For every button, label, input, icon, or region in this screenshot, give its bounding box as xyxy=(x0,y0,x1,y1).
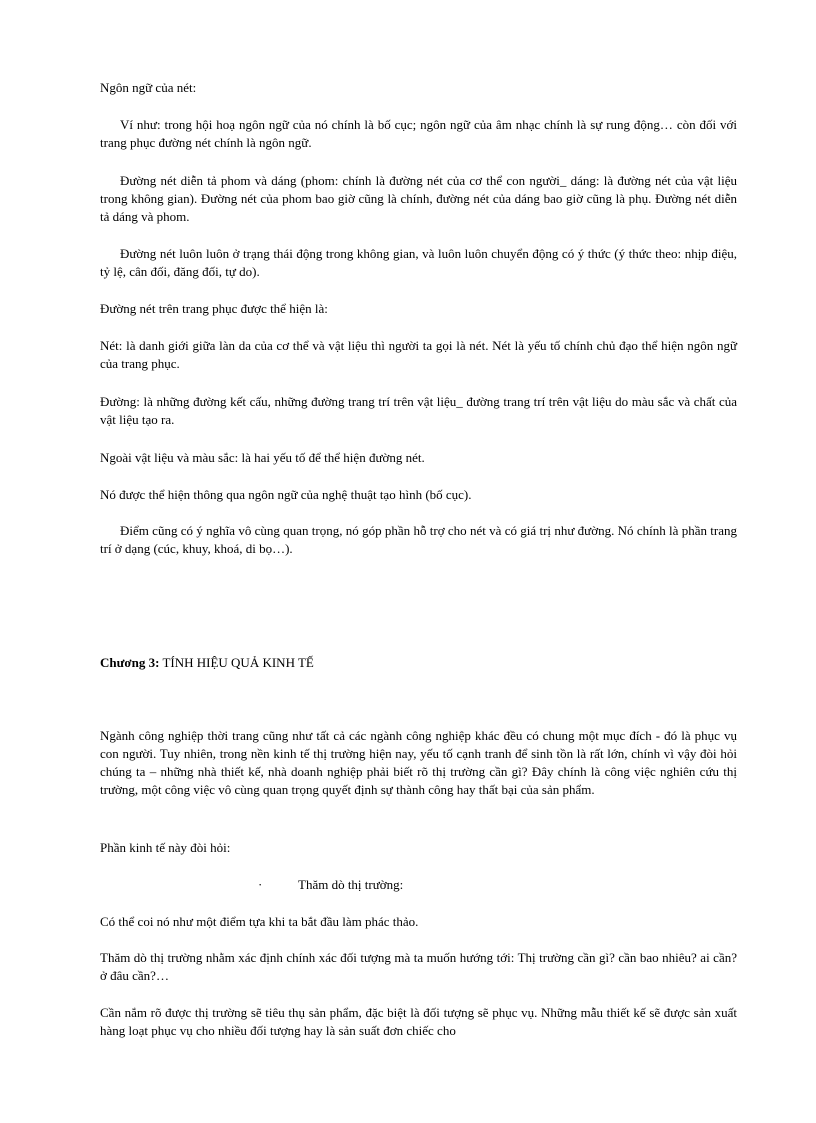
paragraph: Đường nét trên trang phục được thể hiện là: xyxy=(100,301,328,316)
paragraph: Ví như: trong hội hoạ ngôn ngữ của nó chính là bố cục; ngôn ngữ của âm nhạc chính là sự rung động… còn đối với trang phục đường nét chính là ngôn ngữ. xyxy=(100,117,737,150)
paragraph: Điểm cũng có ý nghĩa vô cùng quan trọng, nó góp phần hỗ trợ cho nét và có giá trị như đường. Nó chính là phần trang trí ở dạng (cúc, khuy, khoá, di bọ…). xyxy=(100,523,737,556)
paragraph: Ngoài vật liệu và màu sắc: là hai yếu tố để thể hiện đường nét. xyxy=(100,450,425,465)
paragraph: Đường nét diễn tả phom và dáng (phom: chính là đường nét của cơ thể con người_ dáng: là đường nét của vật liệu trong không gian). Đường nét của phom bao giờ cũng là chính, đường nét của dáng bao giờ cũng là phụ. Đường nét diễn tả dáng và phom. xyxy=(100,173,737,224)
paragraph: Đường: là những đường kết cấu, những đường trang trí trên vật liệu_ đường trang trí trên vật liệu do màu sắc và chất của vật liệu tạo ra. xyxy=(100,394,737,427)
paragraph: Thăm dò thị trường nhằm xác định chính xác đối tượng mà ta muốn hướng tới: Thị trường cần gì? cần bao nhiêu? ai cần? ở đâu cần?… xyxy=(100,950,737,983)
paragraph: Nó được thể hiện thông qua ngôn ngữ của nghệ thuật tạo hình (bố cục). xyxy=(100,487,472,502)
paragraph: Nét: là danh giới giữa làn da của cơ thể và vật liệu thì người ta gọi là nét. Nét là yếu tố chính chủ đạo thể hiện ngôn ngữ của trang phục. xyxy=(100,338,737,371)
bullet-dot: · xyxy=(258,877,263,892)
chapter-label: Chương 3: xyxy=(100,655,160,670)
paragraph: Đường nét luôn luôn ở trạng thái động trong không gian, và luôn luôn chuyển động có ý thức (ý thức theo: nhịp điệu, tỷ lệ, cân đối, đăng đối, tự do). xyxy=(100,246,737,279)
chapter-heading xyxy=(100,654,314,672)
paragraph: Ngành công nghiệp thời trang cũng như tất cả các ngành công nghiệp khác đều có chung một mục đích - đó là phục vụ con người. Tuy nhiên, trong nền kinh tế thị trường hiện nay, yếu tố cạnh tranh để sinh tồn là rất lớn, chính vì vậy đòi hỏi chúng ta – những nhà thiết kế, nhà doanh nghiệp phải biết rõ thị trường cần gì? Đây chính là công việc nghiên cứu thị trường, một công việc vô cùng quan trọng quyết định sự thành công hay thất bại của sản phẩm. xyxy=(100,728,737,797)
paragraph: Phần kinh tế này đòi hỏi: xyxy=(100,840,231,855)
paragraph: Cần nắm rõ được thị trường sẽ tiêu thụ sản phẩm, đặc biệt là đối tượng sẽ phục vụ. Những mẫu thiết kế sẽ được sản xuất hàng loạt phục vụ cho nhiều đối tượng hay là sản suất đơn chiếc cho xyxy=(100,1005,737,1038)
section-heading: Ngôn ngữ của nét: xyxy=(100,80,197,95)
bullet-text: Thăm dò thị trường: xyxy=(298,877,404,892)
paragraph: Có thể coi nó như một điểm tựa khi ta bắt đầu làm phác thảo. xyxy=(100,914,419,929)
chapter-title: TÍNH HIỆU QUẢ KINH TẾ xyxy=(162,655,314,670)
